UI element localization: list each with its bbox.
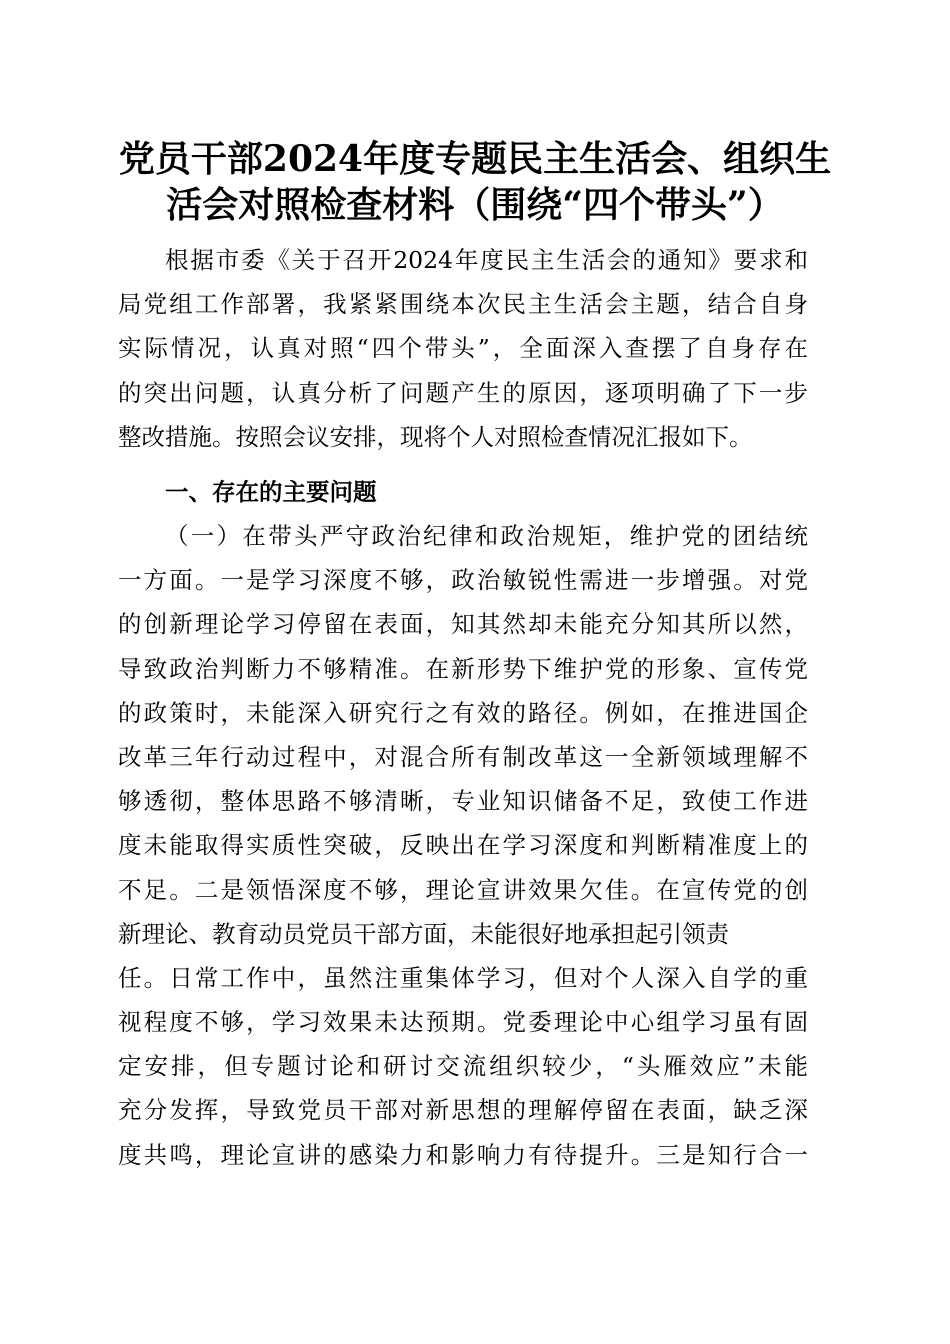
section-paragraph xyxy=(118,514,808,1177)
paragraph-line: 导致政治判断力不够精准。在新形势下维护党的形象、宣传党 xyxy=(118,654,808,683)
paragraph-line: 整改措施。按照会议安排，现将个人对照检查情况汇报如下。 xyxy=(118,422,753,451)
title-line: 活会对照检查材料（围绕“四个带头”） xyxy=(166,184,784,226)
paragraph-line: 改革三年行动过程中，对混合所有制改革这一全新领域理解不 xyxy=(118,742,808,771)
paragraph-line: 的政策时，未能深入研究行之有效的路径。例如，在推进国企 xyxy=(118,698,808,727)
paragraph-line: 视程度不够，学习效果未达预期。党委理论中心组学习虽有固 xyxy=(118,1008,808,1037)
paragraph-line: 局党组工作部署，我紧紧围绕本次民主生活会主题，结合自身 xyxy=(118,290,808,319)
paragraph-line: 定安排，但专题讨论和研讨交流组织较少，“头雁效应”未能 xyxy=(118,1052,808,1081)
paragraph-line: 不足。二是领悟深度不够，理论宣讲效果欠佳。在宣传党的创 xyxy=(118,875,808,904)
paragraph-line: 度共鸣，理论宣讲的感染力和影响力有待提升。三是知行合一 xyxy=(118,1140,808,1169)
paragraph-line: 一方面。一是学习深度不够，政治敏锐性需进一步增强。对党 xyxy=(118,566,808,595)
paragraph-line: 的创新理论学习停留在表面，知其然却未能充分知其所以然， xyxy=(118,610,808,639)
paragraph-line: 充分发挥，导致党员干部对新思想的理解停留在表面，缺乏深 xyxy=(118,1096,808,1125)
title-line: 党员干部2024年度专题民主生活会、组织生 xyxy=(118,138,832,180)
paragraph-line: 任。日常工作中，虽然注重集体学习，但对个人深入自学的重 xyxy=(118,963,808,992)
paragraph-line: （一）在带头严守政治纪律和政治规矩，维护党的团结统 xyxy=(165,522,808,550)
paragraph-line: 实际情况，认真对照“四个带头”，全面深入查摆了自身存在 xyxy=(118,334,808,363)
paragraph-line: 够透彻，整体思路不够清晰，专业知识储备不足，致使工作进 xyxy=(118,787,808,816)
section-heading: 一、存在的主要问题 xyxy=(165,478,377,506)
paragraph-line: 新理论、教育动员党员干部方面，未能很好地承担起引领责 xyxy=(118,919,729,948)
intro-paragraph xyxy=(118,238,808,459)
paragraph-line: 根据市委《关于召开2024年度民主生活会的通知》要求和 xyxy=(165,246,808,274)
paragraph-line: 度未能取得实质性突破，反映出在学习深度和判断精准度上的 xyxy=(118,831,808,860)
document-title xyxy=(118,136,832,228)
paragraph-line: 的突出问题，认真分析了问题产生的原因，逐项明确了下一步 xyxy=(118,378,808,407)
